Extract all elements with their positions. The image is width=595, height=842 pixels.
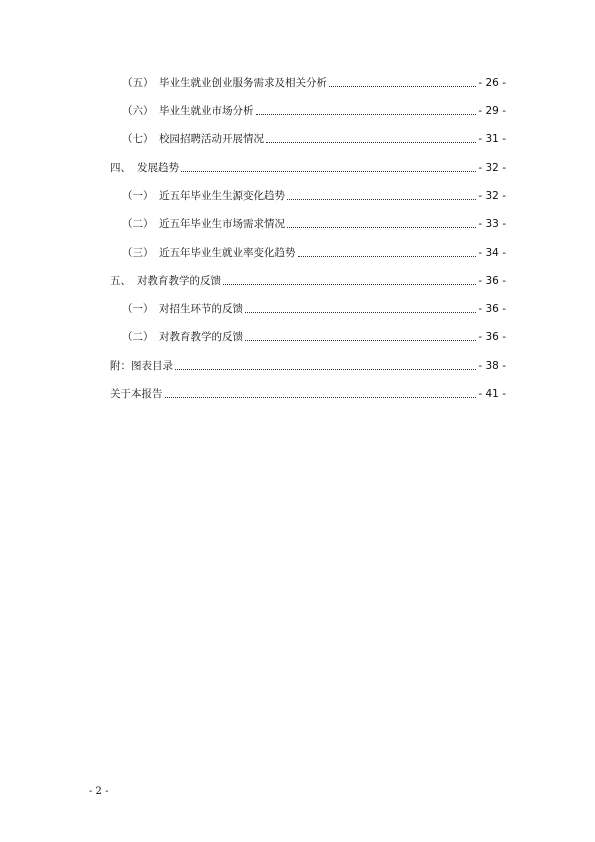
toc-entry-4-1[interactable] xyxy=(122,185,506,203)
dot-leader xyxy=(256,113,477,115)
toc-entry-title: 关于本报告 xyxy=(110,388,163,400)
toc-entry-page: - 38 - xyxy=(478,360,506,372)
toc-entry-title: 校园招聘活动开展情况 xyxy=(159,133,264,145)
dot-leader xyxy=(181,170,476,172)
toc-entry-appendix-charts[interactable] xyxy=(110,355,506,373)
toc-entry-section-4[interactable] xyxy=(110,157,506,175)
toc-entry-title: 近五年毕业生就业率变化趋势 xyxy=(159,247,296,259)
toc-entry-title: 近五年毕业生市场需求情况 xyxy=(159,218,285,230)
toc-entry-number: 四、 xyxy=(110,162,131,174)
toc-entry-number: （二） xyxy=(122,218,154,230)
toc-entry-number: （一） xyxy=(122,190,154,202)
toc-entry-4-2[interactable] xyxy=(122,213,506,231)
toc-entry-number: （三） xyxy=(122,247,154,259)
toc-entry-5-1[interactable] xyxy=(122,298,506,316)
toc-entry-page: - 36 - xyxy=(478,331,506,343)
toc-entry-7-2[interactable] xyxy=(122,128,506,146)
dot-leader xyxy=(245,311,476,313)
toc-entry-title: 近五年毕业生生源变化趋势 xyxy=(159,190,285,202)
dot-leader xyxy=(287,226,476,228)
toc-entry-title: 对教育教学的反馈 xyxy=(159,331,243,343)
toc-entry-title: 毕业生就业市场分析 xyxy=(159,105,254,117)
toc-entry-page: - 41 - xyxy=(478,388,506,400)
toc-entry-4-3[interactable] xyxy=(122,242,506,260)
toc-entry-page: - 36 - xyxy=(478,275,506,287)
toc-entry-number: （二） xyxy=(122,331,154,343)
dot-leader xyxy=(165,396,477,398)
page-number: - 2 - xyxy=(89,786,109,797)
dot-leader xyxy=(266,141,476,143)
toc-entry-title: 发展趋势 xyxy=(137,162,179,174)
toc-entry-title: 毕业生就业创业服务需求及相关分析 xyxy=(159,77,327,89)
toc-entry-title: 附：图表目录 xyxy=(110,360,173,372)
toc-entry-title: 对招生环节的反馈 xyxy=(159,303,243,315)
dot-leader xyxy=(298,255,477,257)
toc-entry-about-report[interactable] xyxy=(110,383,506,401)
dot-leader xyxy=(175,368,476,370)
dot-leader xyxy=(223,283,476,285)
toc-entry-number: （一） xyxy=(122,303,154,315)
toc-entry-section-5[interactable] xyxy=(110,270,506,288)
toc-entry-page: - 29 - xyxy=(478,105,506,117)
toc-entry-page: - 36 - xyxy=(478,303,506,315)
toc-entry-page: - 34 - xyxy=(478,247,506,259)
toc-entry-6-2[interactable] xyxy=(122,100,506,118)
toc-entry-5-2b[interactable] xyxy=(122,326,506,344)
toc-entry-number: （七） xyxy=(122,133,154,145)
toc-entry-title: 对教育教学的反馈 xyxy=(137,275,221,287)
dot-leader xyxy=(287,198,476,200)
toc-entry-number: （六） xyxy=(122,105,154,117)
toc-entry-number: （五） xyxy=(122,77,154,89)
toc-entry-page: - 32 - xyxy=(478,190,506,202)
toc-entry-page: - 32 - xyxy=(478,162,506,174)
dot-leader xyxy=(245,339,476,341)
toc-entry-5-2[interactable] xyxy=(122,72,506,90)
toc-entry-number: 五、 xyxy=(110,275,131,287)
dot-leader xyxy=(329,85,476,87)
toc-entry-page: - 26 - xyxy=(478,77,506,89)
toc-entry-page: - 31 - xyxy=(478,133,506,145)
toc-entry-page: - 33 - xyxy=(478,218,506,230)
